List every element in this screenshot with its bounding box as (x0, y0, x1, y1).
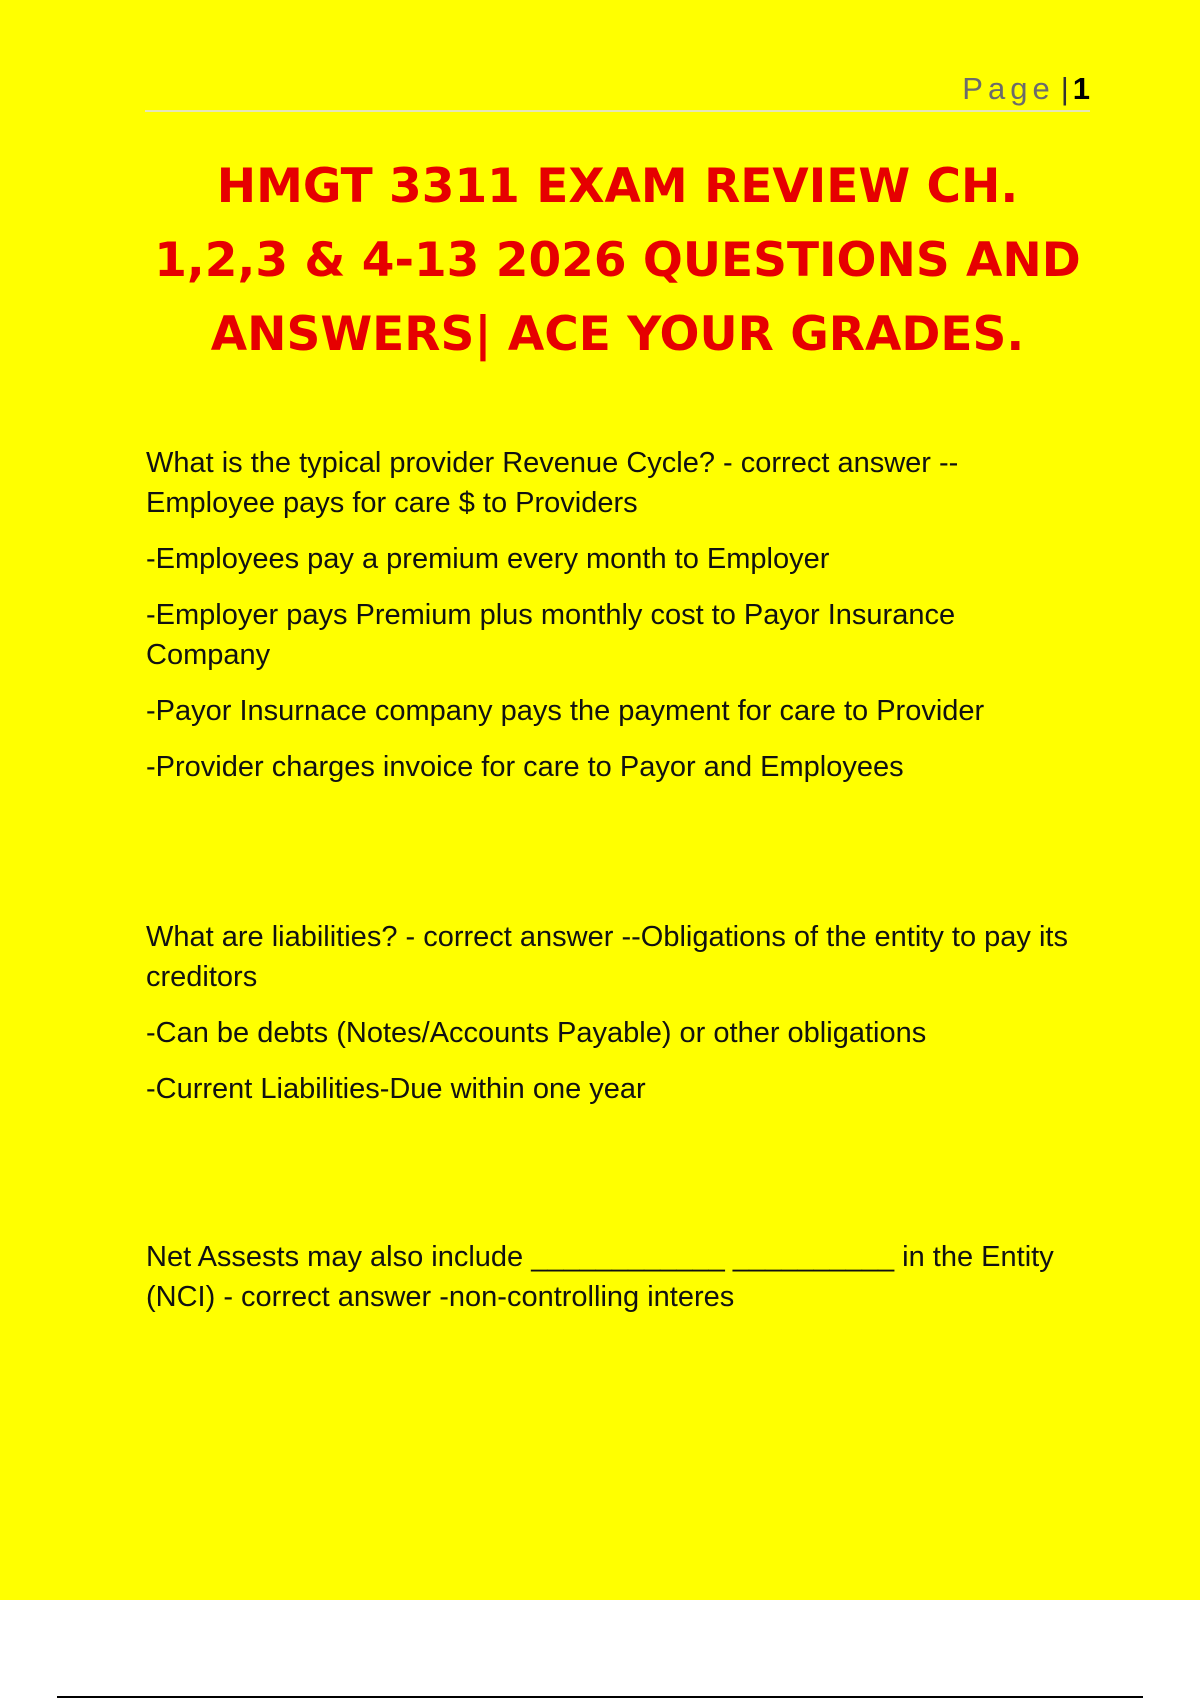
qa-block-liabilities (146, 917, 1086, 1125)
answer-line: -Current Liabilities-Due within one year (146, 1073, 646, 1105)
footer-divider (57, 1696, 1143, 1698)
answer-line: -Can be debts (Notes/Accounts Payable) or other obligations (146, 1017, 927, 1049)
qa-block-revenue-cycle (146, 443, 1086, 803)
qa-block-net-assets (146, 1237, 1086, 1333)
page-separator: | (1060, 71, 1069, 106)
page-header (145, 72, 1090, 112)
title-line: ANSWERS| ACE YOUR GRADES. (210, 307, 1025, 362)
title-line: HMGT 3311 EXAM REVIEW CH. (216, 159, 1019, 214)
question-text: What is the typical provider Revenue Cycle? - correct answer --Employee pays for care $ to Providers (146, 447, 959, 519)
answer-line: -Employees pay a premium every month to Employer (146, 543, 830, 575)
question-text: Net Assests may also include ____________ __________ in the Entity (NCI) - correct answer -non-controlling interes (146, 1241, 1054, 1313)
question-text: What are liabilities? - correct answer --Obligations of the entity to pay its creditors (146, 921, 1068, 993)
answer-line: -Payor Insurnace company pays the payment for care to Provider (146, 695, 985, 727)
answer-line: -Employer pays Premium plus monthly cost to Payor Insurance Company (146, 599, 956, 671)
page-label: Page (962, 71, 1055, 106)
answer-line: -Provider charges invoice for care to Payor and Employees (146, 751, 904, 783)
document-title (140, 150, 1095, 372)
title-line: 1,2,3 & 4-13 2026 QUESTIONS AND (154, 233, 1081, 288)
page-number: 1 (1072, 71, 1090, 106)
